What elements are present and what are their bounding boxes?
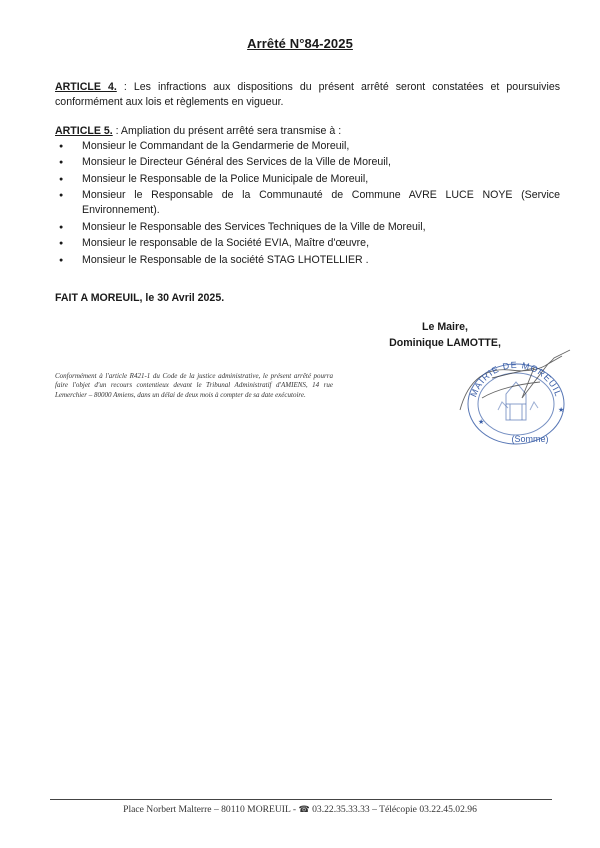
article-4-label: ARTICLE 4. [55,81,117,93]
svg-text:★: ★ [478,419,485,426]
stamp-top-text: MAIRIE DE MOREUIL [468,359,564,399]
footer-address: Place Norbert Malterre – 80110 MOREUIL - [123,804,299,815]
list-item: ● Monsieur le responsable de la Société EVIA, Maître d'œuvre, [55,236,560,251]
list-item: ● Monsieur le Responsable de la Communauté de Commune AVRE LUCE NOYE (Service Environnement). [55,188,560,218]
phone-icon: ☎ [298,804,310,814]
footer-phone: 03.22.35.33.33 – Télécopie 03.22.45.02.96 [309,804,477,815]
signatory-role: Le Maire, [422,321,468,333]
footer [0,804,600,815]
footer-divider [50,799,552,800]
signatory-name: Dominique LAMOTTE, [389,337,501,349]
article-4-text: : Les infractions aux dispositions du présent arrêté seront constatées et poursuivies conformément aux lois et règlements en vigueur. [55,81,561,109]
recipients-list [55,139,560,269]
article-5-text: : Ampliation du présent arrêté sera transmise à : [112,125,342,137]
list-item: ● Monsieur le Responsable de la Police Municipale de Moreuil, [55,172,560,187]
article-5-label: ARTICLE 5. [55,125,113,137]
list-item: ● Monsieur le Directeur Général des Services de la Ville de Moreuil, [55,155,560,170]
page-title: Arrêté N°84-2025 [247,36,353,51]
town-seal-icon [452,348,577,448]
article-5 [55,124,560,139]
svg-text:MAIRIE DE MOREUIL [468,360,563,398]
svg-text:★: ★ [558,407,565,414]
signing-place-date: FAIT A MOREUIL, le 30 Avril 2025. [55,292,225,304]
list-item: ● Monsieur le Commandant de la Gendarmerie de Moreuil, [55,139,560,154]
stamp-bottom-text: (Somme) [511,434,549,444]
article-4 [55,80,560,110]
list-item: ● Monsieur le Responsable des Services Techniques de la Ville de Moreuil, [55,220,560,235]
signature-block [360,319,530,351]
list-item: ● Monsieur le Responsable de la société STAG LHOTELLIER . [55,253,560,268]
legal-notice: Conformément à l'article R421-1 du Code de la justice administrative, le présent arrêté pourra faire l'objet d'un recours contentieux devant le Tribunal Administratif d'AMIENS, 14 rue Lemerchier – 80000 Amiens, dans un délai de deux mois à compter de sa date exécutoire. [55,372,333,399]
